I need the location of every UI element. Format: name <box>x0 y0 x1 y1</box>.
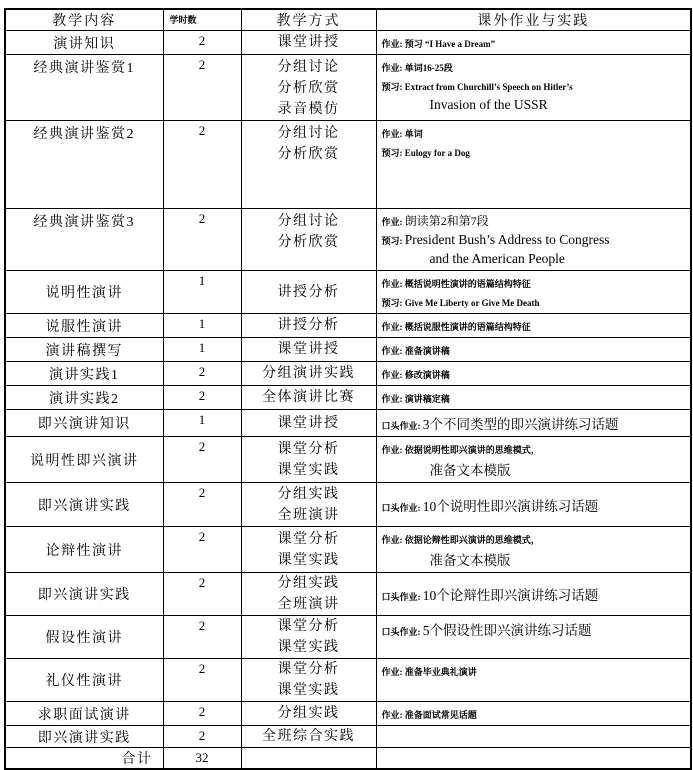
table-row <box>5 527 691 573</box>
homework-cell <box>376 386 691 410</box>
homework-label: 预习: <box>381 82 405 92</box>
table-row <box>5 314 691 338</box>
content-cell: 即兴演讲实践 <box>5 726 163 748</box>
homework-text: 5个假设性即兴演讲练习话题 <box>422 623 592 638</box>
homework-line <box>382 58 688 76</box>
method-line: 全体演讲比赛 <box>262 390 355 405</box>
method-line: 分组讨论 <box>277 126 340 141</box>
method-line: 课堂分析 <box>277 662 340 677</box>
hours-cell: 1 <box>163 338 241 362</box>
method-line: 课堂讲授 <box>277 415 340 431</box>
homework-label: 作业: <box>381 63 405 73</box>
method-line: 分组演讲实践 <box>262 366 355 381</box>
table-body <box>5 31 691 770</box>
homework-cell <box>376 362 691 386</box>
table-row <box>5 726 691 748</box>
total-hours-cell: 32 <box>163 748 241 770</box>
content-cell: 说明性即兴演讲 <box>5 437 163 483</box>
homework-line <box>382 96 688 114</box>
homework-label: 作业: <box>381 370 405 380</box>
methods-cell <box>241 362 376 386</box>
content-cell: 说明性演讲 <box>5 271 163 314</box>
method-line: 分析欣赏 <box>277 81 340 96</box>
table-row <box>5 702 691 726</box>
homework-line <box>382 662 688 680</box>
methods-cell <box>241 437 376 483</box>
table-row <box>5 386 691 410</box>
homework-text: and the American People <box>429 251 565 266</box>
hours-cell: 2 <box>163 659 241 702</box>
table-row <box>5 748 691 770</box>
homework-line <box>382 584 688 605</box>
method-line: 课堂分析 <box>277 441 340 457</box>
homework-line <box>382 124 688 142</box>
homework-text: 3个不同类型的即兴演讲练习话题 <box>422 417 619 432</box>
methods-cell <box>241 659 376 702</box>
table-row <box>5 121 691 209</box>
homework-text: President Bush’s Address to Congress <box>404 232 610 247</box>
homework-label: 口头作业: <box>381 627 423 637</box>
homework-line <box>382 231 688 249</box>
homework-label: 作业: <box>381 346 405 356</box>
homework-cell <box>376 31 691 55</box>
homework-label: 作业: <box>381 445 405 455</box>
homework-text: 10个说明性即兴演讲练习话题 <box>422 498 599 514</box>
table-row <box>5 573 691 616</box>
content-cell: 经典演讲鉴赏3 <box>5 209 163 271</box>
homework-label: 口头作业: <box>381 421 423 431</box>
homework-line <box>382 365 688 383</box>
method-line: 课堂实践 <box>277 683 340 698</box>
method-line: 分组讨论 <box>277 214 340 229</box>
homework-line <box>382 440 688 458</box>
homework-text: 准备文本模版 <box>429 463 511 478</box>
table-row <box>5 271 691 314</box>
content-cell: 演讲实践2 <box>5 386 163 410</box>
homework-cell <box>376 410 691 437</box>
method-line: 课堂分析 <box>277 619 340 634</box>
homework-label: 作业: <box>381 217 405 227</box>
method-line: 分析欣赏 <box>277 235 340 250</box>
homework-text: Give Me Liberty or Give Me Death <box>404 298 540 308</box>
method-line: 分组实践 <box>277 576 340 591</box>
homework-line <box>382 530 688 548</box>
hours-cell: 2 <box>163 702 241 726</box>
homework-text: 朗读第2和第7段 <box>404 214 489 228</box>
homework-label: 预习: <box>381 298 405 308</box>
homework-line <box>382 495 688 516</box>
homework-cell <box>376 314 691 338</box>
homework-text: Eulogy for a Dog <box>404 148 470 158</box>
table-row <box>5 659 691 702</box>
homework-line <box>382 413 688 434</box>
method-line: 全班综合实践 <box>262 729 355 744</box>
header-row <box>5 9 691 31</box>
method-line: 分组讨论 <box>277 60 340 75</box>
table-row <box>5 616 691 659</box>
hours-cell: 2 <box>163 121 241 209</box>
methods-cell <box>241 573 376 616</box>
content-cell: 经典演讲鉴赏1 <box>5 55 163 121</box>
method-line: 课堂讲授 <box>277 342 340 357</box>
hours-cell: 2 <box>163 55 241 121</box>
hours-cell: 2 <box>163 616 241 659</box>
homework-label: 作业: <box>381 667 405 677</box>
homework-label: 作业: <box>381 394 405 404</box>
homework-text: 修改演讲稿 <box>404 370 450 380</box>
method-line: 录音模仿 <box>277 102 340 117</box>
homework-text: 演讲稿定稿 <box>404 394 450 404</box>
homework-label: 作业: <box>381 322 405 332</box>
method-line: 课堂讲授 <box>277 35 340 50</box>
table-row <box>5 31 691 55</box>
content-cell: 即兴演讲实践 <box>5 483 163 527</box>
hours-cell: 1 <box>163 410 241 437</box>
methods-cell <box>241 726 376 748</box>
homework-line <box>382 293 688 311</box>
methods-cell <box>241 410 376 437</box>
method-line: 讲授分析 <box>277 318 340 333</box>
content-cell: 假设性演讲 <box>5 616 163 659</box>
methods-cell <box>241 386 376 410</box>
method-line: 课堂实践 <box>277 640 340 655</box>
hours-cell: 2 <box>163 209 241 271</box>
homework-label: 作业: <box>381 129 405 139</box>
method-line: 分析欣赏 <box>277 147 340 162</box>
content-cell: 演讲实践1 <box>5 362 163 386</box>
homework-text: 预习 “I Have a Dream” <box>404 39 496 49</box>
homework-line <box>382 250 688 268</box>
homework-line <box>382 212 688 230</box>
methods-cell <box>241 314 376 338</box>
hours-cell: 2 <box>163 573 241 616</box>
homework-line <box>382 77 688 95</box>
methods-cell <box>241 121 376 209</box>
homework-line <box>382 619 688 640</box>
table-row <box>5 483 691 527</box>
homework-cell <box>376 616 691 659</box>
homework-cell <box>376 659 691 702</box>
method-line: 课堂实践 <box>277 552 340 568</box>
homework-text: 准备文本模版 <box>429 553 511 568</box>
homework-text: 10个论辩性即兴演讲练习话题 <box>422 588 599 603</box>
homework-cell <box>376 748 691 770</box>
homework-text: 依据论辩性即兴演讲的思维模式， <box>404 535 540 545</box>
hours-cell: 2 <box>163 386 241 410</box>
homework-text: 概括说明性演讲的语篇结构特征 <box>404 279 531 289</box>
homework-label: 口头作业: <box>381 502 423 513</box>
homework-text: 单词 <box>404 129 423 139</box>
homework-text: Invasion of the USSR <box>429 97 548 112</box>
homework-line <box>382 341 688 359</box>
methods-cell <box>241 748 376 770</box>
method-line: 全班演讲 <box>277 507 340 523</box>
homework-cell <box>376 209 691 271</box>
homework-line <box>382 143 688 161</box>
homework-text: 准备面试常见话题 <box>404 710 477 720</box>
methods-cell <box>241 209 376 271</box>
homework-cell <box>376 55 691 121</box>
table-row <box>5 209 691 271</box>
hours-cell: 2 <box>163 483 241 527</box>
homework-text: 概括说服性演讲的语篇结构特征 <box>404 322 531 332</box>
methods-cell <box>241 338 376 362</box>
table-row <box>5 55 691 121</box>
homework-line <box>382 549 688 570</box>
method-line: 分组实践 <box>277 706 340 721</box>
homework-text: 单词16-25段 <box>404 63 453 73</box>
header-hours: 学时数 <box>163 9 241 31</box>
homework-label: 口头作业: <box>381 592 423 602</box>
table-row <box>5 410 691 437</box>
homework-cell <box>376 573 691 616</box>
content-cell: 演讲知识 <box>5 31 163 55</box>
homework-cell <box>376 338 691 362</box>
hours-cell: 2 <box>163 726 241 748</box>
homework-cell <box>376 483 691 527</box>
homework-cell <box>376 271 691 314</box>
homework-label: 作业: <box>381 535 405 545</box>
hours-cell: 1 <box>163 314 241 338</box>
method-line: 课堂实践 <box>277 462 340 478</box>
header-content: 教学内容 <box>5 9 163 31</box>
hours-cell: 2 <box>163 362 241 386</box>
methods-cell <box>241 31 376 55</box>
content-cell: 礼仪性演讲 <box>5 659 163 702</box>
syllabus-table <box>4 8 692 770</box>
hours-cell: 1 <box>163 271 241 314</box>
homework-label: 作业: <box>381 39 405 49</box>
hours-cell: 2 <box>163 527 241 573</box>
homework-text: 准备毕业典礼演讲 <box>404 667 477 677</box>
homework-cell <box>376 437 691 483</box>
methods-cell <box>241 483 376 527</box>
homework-text: 依据说明性即兴演讲的思维模式， <box>404 445 540 455</box>
homework-cell <box>376 702 691 726</box>
homework-text: 准备演讲稿 <box>404 346 450 356</box>
hours-cell: 2 <box>163 437 241 483</box>
homework-line <box>382 317 688 335</box>
header-methods: 教学方式 <box>241 9 376 31</box>
table-row <box>5 437 691 483</box>
methods-cell <box>241 271 376 314</box>
content-cell: 演讲稿撰写 <box>5 338 163 362</box>
content-cell: 经典演讲鉴赏2 <box>5 121 163 209</box>
total-label-cell: 合计 <box>5 748 163 770</box>
homework-label: 作业: <box>381 279 405 289</box>
table-row <box>5 338 691 362</box>
methods-cell <box>241 616 376 659</box>
homework-line <box>382 389 688 407</box>
method-line: 课堂分析 <box>277 531 340 547</box>
homework-label: 预习: <box>381 236 405 246</box>
homework-line <box>382 34 688 52</box>
table-row <box>5 362 691 386</box>
homework-line <box>382 274 688 292</box>
homework-cell <box>376 121 691 209</box>
content-cell: 即兴演讲实践 <box>5 573 163 616</box>
content-cell: 即兴演讲知识 <box>5 410 163 437</box>
homework-line <box>382 459 688 480</box>
method-line: 全班演讲 <box>277 597 340 612</box>
homework-label: 预习: <box>381 148 405 158</box>
homework-label: 作业: <box>381 710 405 720</box>
method-line: 分组实践 <box>277 486 340 502</box>
homework-cell <box>376 527 691 573</box>
methods-cell <box>241 55 376 121</box>
homework-line <box>382 705 688 723</box>
content-cell: 求职面试演讲 <box>5 702 163 726</box>
methods-cell <box>241 702 376 726</box>
homework-cell <box>376 726 691 748</box>
methods-cell <box>241 527 376 573</box>
content-cell: 论辩性演讲 <box>5 527 163 573</box>
homework-text: Extract from Churchill’s Speech on Hitler’s <box>404 82 573 92</box>
header-homework: 课外作业与实践 <box>376 9 691 31</box>
hours-cell: 2 <box>163 31 241 55</box>
content-cell: 说服性演讲 <box>5 314 163 338</box>
method-line: 讲授分析 <box>277 284 340 300</box>
